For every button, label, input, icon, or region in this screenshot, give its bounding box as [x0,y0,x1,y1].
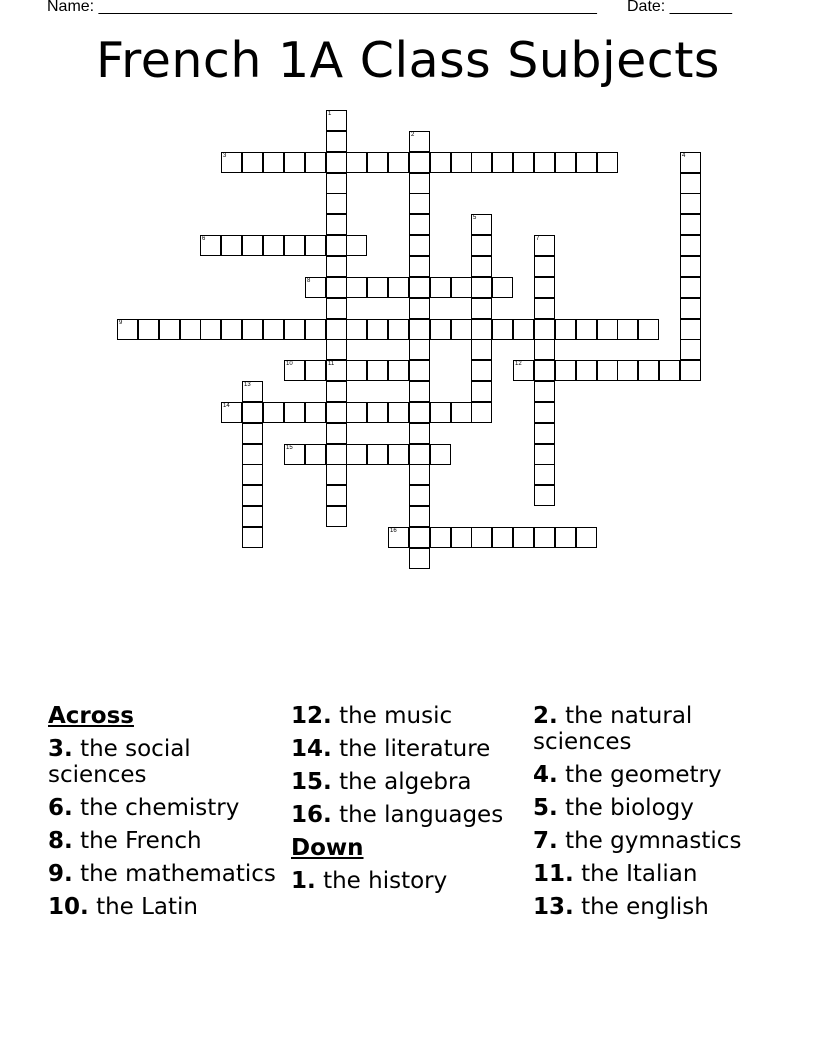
clue-item [291,736,521,762]
grid-cell[interactable] [680,173,701,194]
grid-cell[interactable] [409,423,430,444]
cell-number: 4 [682,153,686,159]
grid-cell[interactable] [284,319,305,340]
clue-column-3 [533,703,773,927]
grid-cell[interactable] [617,319,638,340]
grid-cell[interactable] [326,152,347,173]
grid-cell[interactable] [451,527,472,548]
clue-number: 15. [291,769,332,795]
grid-cell[interactable] [409,193,430,214]
grid-cell[interactable] [534,319,555,340]
clue-item [48,828,278,854]
grid-cell[interactable] [409,402,430,423]
cell-number: 14 [223,403,230,409]
cell-number: 5 [473,215,477,221]
grid-cell[interactable] [242,235,263,256]
grid-cell[interactable] [451,277,472,298]
clue-item [533,828,773,854]
clue-text: the Italian [581,861,698,887]
grid-cell[interactable] [138,319,159,340]
grid-cell[interactable] [242,319,263,340]
grid-cell[interactable] [680,277,701,298]
grid-cell[interactable] [367,402,388,423]
clue-number: 10. [48,894,89,920]
grid-cell[interactable] [263,402,284,423]
name-field-label: Name: ________________________________________________________ [47,0,597,15]
clue-item [48,795,278,821]
grid-cell[interactable] [242,485,263,506]
clue-text: the French [80,828,202,854]
grid-cell[interactable] [326,214,347,235]
clue-number: 4. [533,762,558,788]
grid-cell[interactable] [534,235,555,256]
grid-cell[interactable] [409,360,430,381]
grid-cell[interactable] [534,402,555,423]
grid-cell[interactable] [263,152,284,173]
grid-cell[interactable] [680,298,701,319]
clue-number: 9. [48,861,73,887]
grid-cell[interactable] [117,319,138,340]
grid-cell[interactable] [409,527,430,548]
clue-number: 3. [48,736,73,762]
grid-cell[interactable] [430,527,451,548]
clue-text: the biology [565,795,694,821]
clue-number: 1. [291,868,316,894]
across-heading: Across [48,703,134,729]
grid-cell[interactable] [326,256,347,277]
grid-cell[interactable] [597,152,618,173]
grid-cell[interactable] [471,339,492,360]
grid-cell[interactable] [534,444,555,465]
page-title: French 1A Class Subjects [96,32,720,89]
grid-cell[interactable] [492,319,513,340]
grid-cell[interactable] [409,298,430,319]
cell-number: 10 [286,361,293,367]
grid-cell[interactable] [284,152,305,173]
grid-cell[interactable] [305,319,326,340]
grid-cell[interactable] [534,152,555,173]
grid-cell[interactable] [680,339,701,360]
cell-number: 7 [536,236,540,242]
grid-cell[interactable] [200,319,221,340]
clue-item [291,868,521,894]
grid-cell[interactable] [492,277,513,298]
clue-item [48,861,278,887]
grid-cell[interactable] [326,131,347,152]
clue-text: the languages [339,802,504,828]
grid-cell[interactable] [367,319,388,340]
grid-cell[interactable] [242,381,263,402]
grid-cell[interactable] [555,360,576,381]
grid-cell[interactable] [555,527,576,548]
cell-number: 13 [244,382,251,388]
grid-cell[interactable] [680,214,701,235]
grid-cell[interactable] [367,360,388,381]
grid-cell[interactable] [326,485,347,506]
grid-cell[interactable] [409,319,430,340]
grid-cell[interactable] [326,235,347,256]
grid-cell[interactable] [326,173,347,194]
clue-number: 2. [533,703,558,729]
grid-cell[interactable] [659,360,680,381]
grid-cell[interactable] [680,193,701,214]
grid-cell[interactable] [409,235,430,256]
cell-number: 3 [223,153,227,159]
clue-item [533,762,773,788]
grid-cell[interactable] [680,360,701,381]
grid-cell[interactable] [576,360,597,381]
grid-cell[interactable] [409,381,430,402]
grid-cell[interactable] [409,131,430,152]
grid-cell[interactable] [471,152,492,173]
grid-cell[interactable] [409,173,430,194]
grid-cell[interactable] [388,444,409,465]
grid-cell[interactable] [367,152,388,173]
cell-number: 11 [328,361,335,367]
grid-cell[interactable] [555,319,576,340]
grid-cell[interactable] [680,152,701,173]
grid-cell[interactable] [242,444,263,465]
grid-cell[interactable] [305,360,326,381]
clue-text: the geometry [565,762,722,788]
grid-cell[interactable] [534,298,555,319]
grid-cell[interactable] [367,277,388,298]
grid-cell[interactable] [576,527,597,548]
grid-cell[interactable] [242,423,263,444]
grid-cell[interactable] [242,464,263,485]
grid-cell[interactable] [680,256,701,277]
clue-number: 8. [48,828,73,854]
grid-cell[interactable] [346,277,367,298]
clue-number: 16. [291,802,332,828]
grid-cell[interactable] [346,360,367,381]
grid-cell[interactable] [471,527,492,548]
clue-column-2 [291,703,521,901]
grid-cell[interactable] [409,464,430,485]
clue-text: the chemistry [80,795,240,821]
grid-cell[interactable] [534,423,555,444]
clue-number: 14. [291,736,332,762]
grid-cell[interactable] [471,235,492,256]
grid-cell[interactable] [471,319,492,340]
clue-number: 6. [48,795,73,821]
grid-cell[interactable] [326,360,347,381]
grid-cell[interactable] [221,402,242,423]
grid-cell[interactable] [471,277,492,298]
clue-item [533,861,773,887]
date-field-label: Date: _______ [627,0,732,15]
cell-number: 8 [307,278,311,284]
grid-cell[interactable] [471,402,492,423]
grid-cell[interactable] [263,235,284,256]
grid-cell[interactable] [513,152,534,173]
clue-text: the Latin [96,894,199,920]
grid-cell[interactable] [534,527,555,548]
grid-cell[interactable] [284,235,305,256]
grid-cell[interactable] [513,360,534,381]
clue-item [48,736,278,788]
cell-number: 1 [328,111,332,117]
clue-item [48,894,278,920]
grid-cell[interactable] [221,152,242,173]
grid-cell[interactable] [242,506,263,527]
grid-cell[interactable] [242,152,263,173]
cell-number: 12 [515,361,522,367]
grid-cell[interactable] [597,319,618,340]
grid-cell[interactable] [409,339,430,360]
grid-cell[interactable] [200,235,221,256]
grid-cell[interactable] [576,319,597,340]
grid-cell[interactable] [451,152,472,173]
grid-cell[interactable] [492,527,513,548]
grid-cell[interactable] [680,235,701,256]
grid-cell[interactable] [471,360,492,381]
grid-cell[interactable] [326,464,347,485]
grid-cell[interactable] [326,444,347,465]
grid-cell[interactable] [430,152,451,173]
clue-text: the history [323,868,448,894]
grid-cell[interactable] [242,402,263,423]
grid-cell[interactable] [471,298,492,319]
grid-cell[interactable] [326,423,347,444]
clue-text: the natural sciences [533,703,693,755]
grid-cell[interactable] [388,402,409,423]
grid-cell[interactable] [346,235,367,256]
grid-cell[interactable] [534,277,555,298]
clue-text: the mathematics [80,861,276,887]
grid-cell[interactable] [680,319,701,340]
grid-cell[interactable] [305,277,326,298]
grid-cell[interactable] [430,277,451,298]
grid-cell[interactable] [346,402,367,423]
clue-text: the gymnastics [565,828,742,854]
grid-cell[interactable] [305,402,326,423]
grid-cell[interactable] [597,360,618,381]
grid-cell[interactable] [409,506,430,527]
clue-item [533,703,773,755]
clue-number: 13. [533,894,574,920]
clue-text: the music [339,703,453,729]
grid-cell[interactable] [326,110,347,131]
cell-number: 15 [286,445,293,451]
grid-cell[interactable] [576,152,597,173]
grid-cell[interactable] [263,319,284,340]
grid-cell[interactable] [180,319,201,340]
grid-cell[interactable] [409,444,430,465]
grid-cell[interactable] [388,319,409,340]
cell-number: 9 [119,320,123,326]
grid-cell[interactable] [388,277,409,298]
grid-cell[interactable] [346,319,367,340]
grid-cell[interactable] [388,527,409,548]
grid-cell[interactable] [284,402,305,423]
cell-number: 16 [390,528,397,534]
clue-text: the english [581,894,709,920]
clue-text: the literature [339,736,491,762]
grid-cell[interactable] [284,360,305,381]
grid-cell[interactable] [451,319,472,340]
grid-cell[interactable] [617,360,638,381]
grid-cell[interactable] [409,277,430,298]
grid-cell[interactable] [451,402,472,423]
grid-cell[interactable] [534,485,555,506]
grid-cell[interactable] [242,527,263,548]
grid-cell[interactable] [471,381,492,402]
grid-cell[interactable] [326,298,347,319]
grid-cell[interactable] [430,402,451,423]
grid-cell[interactable] [534,464,555,485]
clue-item [291,802,521,828]
grid-cell[interactable] [305,444,326,465]
clue-item [291,703,521,729]
cell-number: 2 [411,132,415,138]
clue-column-1 [48,703,278,927]
grid-cell[interactable] [326,506,347,527]
grid-cell[interactable] [409,548,430,569]
grid-cell[interactable] [326,339,347,360]
grid-cell[interactable] [326,402,347,423]
grid-cell[interactable] [555,152,576,173]
grid-cell[interactable] [346,444,367,465]
grid-cell[interactable] [409,214,430,235]
grid-cell[interactable] [409,256,430,277]
clue-item [533,795,773,821]
grid-cell[interactable] [388,360,409,381]
clue-number: 11. [533,861,574,887]
down-heading: Down [291,835,364,861]
clue-item [533,894,773,920]
clue-text: the algebra [339,769,472,795]
grid-cell[interactable] [326,319,347,340]
grid-cell[interactable] [638,360,659,381]
clue-text: the social sciences [48,736,191,788]
grid-cell[interactable] [305,235,326,256]
clue-number: 12. [291,703,332,729]
grid-cell[interactable] [159,319,180,340]
cell-number: 6 [202,236,206,242]
grid-cell[interactable] [513,527,534,548]
grid-cell[interactable] [346,152,367,173]
grid-cell[interactable] [284,444,305,465]
grid-cell[interactable] [221,319,242,340]
grid-cell[interactable] [513,319,534,340]
grid-cell[interactable] [326,277,347,298]
clue-number: 7. [533,828,558,854]
grid-cell[interactable] [430,319,451,340]
grid-cell[interactable] [638,319,659,340]
clue-item [291,769,521,795]
grid-cell[interactable] [534,339,555,360]
grid-cell[interactable] [326,381,347,402]
grid-cell[interactable] [534,360,555,381]
grid-cell[interactable] [492,152,513,173]
grid-cell[interactable] [430,444,451,465]
grid-cell[interactable] [471,214,492,235]
grid-cell[interactable] [388,152,409,173]
grid-cell[interactable] [534,256,555,277]
grid-cell[interactable] [367,444,388,465]
grid-cell[interactable] [326,193,347,214]
grid-cell[interactable] [305,152,326,173]
grid-cell[interactable] [409,152,430,173]
grid-cell[interactable] [471,256,492,277]
clue-number: 5. [533,795,558,821]
grid-cell[interactable] [221,235,242,256]
grid-cell[interactable] [534,381,555,402]
grid-cell[interactable] [409,485,430,506]
